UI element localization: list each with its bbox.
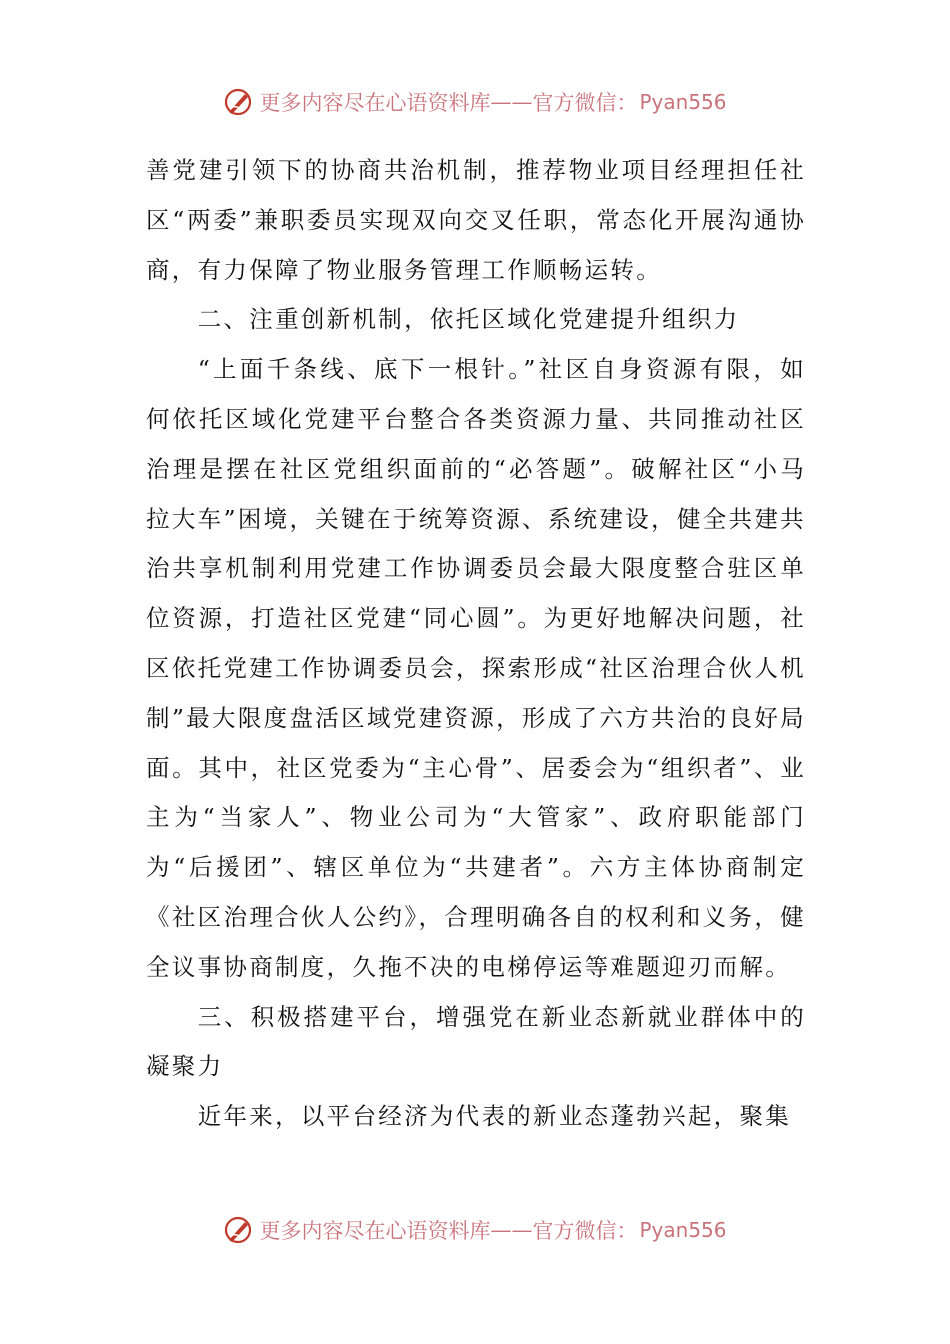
watermark-dash: ——: [490, 1218, 533, 1242]
watermark-banner-bottom: [0, 1210, 950, 1250]
watermark-banner-top: [0, 82, 950, 122]
watermark-dash: ——: [490, 90, 533, 114]
paragraph-section-3: 近年来，以平台经济为代表的新业态蓬勃兴起，聚集: [197, 1102, 792, 1131]
watermark-wechat-label: 官方微信：: [532, 91, 638, 115]
watermark-site-text: 更多内容尽在心语资料库: [259, 91, 491, 115]
watermark-wechat-label: 官方微信：: [532, 1219, 638, 1243]
watermark-wechat-id: Pyan556: [639, 1218, 727, 1242]
pen-in-circle-logo-icon: [223, 1215, 253, 1245]
document-body: [146, 146, 806, 1142]
watermark-wechat-id: Pyan556: [639, 90, 727, 114]
watermark-site-text: 更多内容尽在心语资料库: [259, 1219, 491, 1243]
paragraph-section-2: “上面千条线、底下一根针。”社区自身资源有限，如何依托区域化党建平台整合各类资源力量、共同推动社区治理是摆在社区党组织面前的“必答题”。破解社区“小马拉大车”困境，关键在于统筹资源、系统建设，健全共建共治共享机制利用党建工作协调委员会最大限度整合驻区单位资源，打造社区党建“同心圆”。为更好地解决问题，社区依托党建工作协调委员会，探索形成“社区治理合伙人机制”最大限度盘活区域党建资源，形成了六方共治的良好局面。其中，社区党委为“主心骨”、居委会为“组织者”、业主为“当家人”、物业公司为“大管家”、政府职能部门为“后援团”、辖区单位为“共建者”。六方主体协商制定《社区治理合伙人公约》，合理明确各自的权利和义务，健全议事协商制度，久拖不决的电梯停运等难题迎刃而解。: [146, 355, 806, 981]
paragraph-continued: 善党建引领下的协商共治机制，推荐物业项目经理担任社区“两委”兼职委员实现双向交叉任职，常态化开展沟通协商，有力保障了物业服务管理工作顺畅运转。: [146, 156, 806, 284]
section-heading-2: 二、注重创新机制，依托区域化党建提升组织力: [197, 305, 740, 334]
section-heading-3: 三、积极搭建平台，增强党在新业态新就业群体中的凝聚力: [146, 1002, 806, 1081]
pen-in-circle-logo-icon: [223, 87, 253, 117]
